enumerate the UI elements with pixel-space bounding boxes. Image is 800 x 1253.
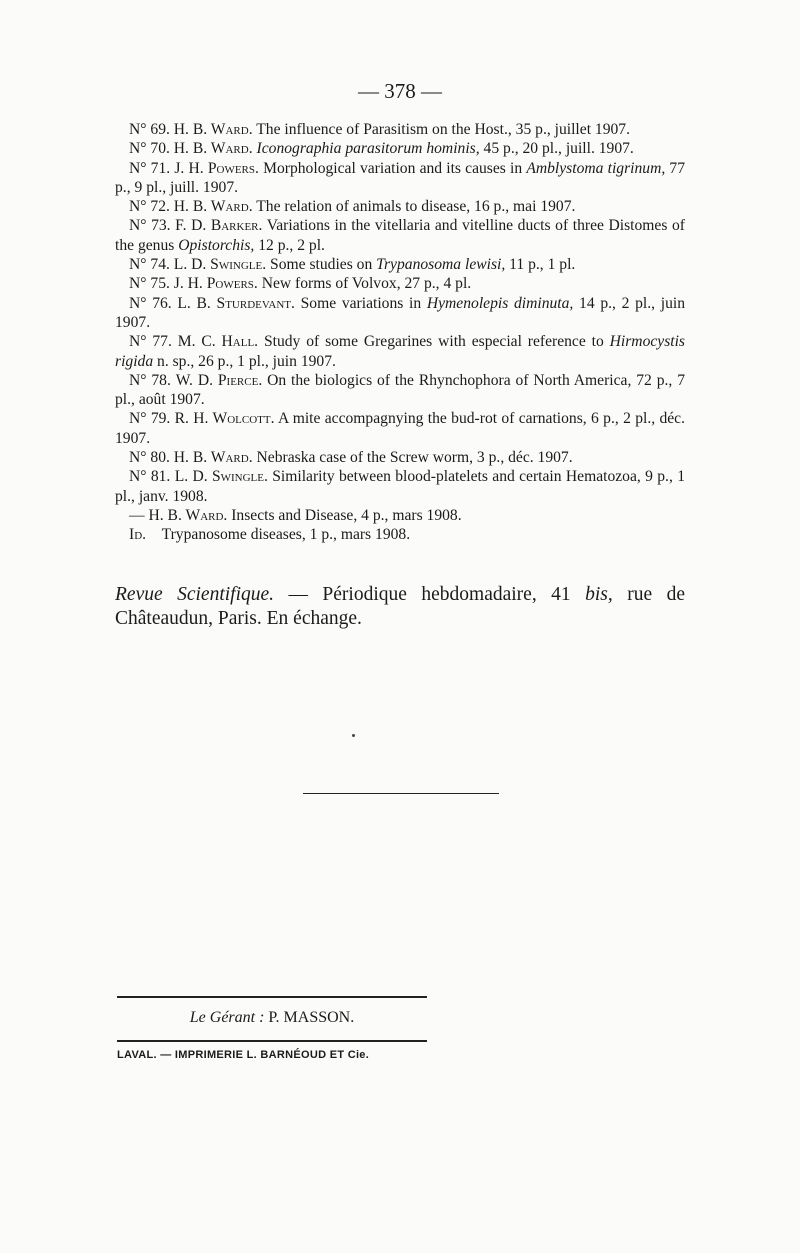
- list-item: [115, 525, 685, 544]
- entry-number: N° 78.: [129, 371, 171, 389]
- entry-number: N° 76.: [129, 294, 172, 312]
- gerant-line: [117, 1009, 427, 1027]
- entry-italic: Amblystoma tigrinum,: [526, 159, 666, 177]
- entry-title: Some studies on: [270, 256, 377, 274]
- entry-number: N° 79.: [129, 410, 171, 428]
- entry-author: R. H. Wolcott.: [174, 410, 275, 428]
- entry-author: L. D. Swingle.: [173, 256, 267, 274]
- entry-title: Nebraska case of the Screw worm, 3 p., déc. 1907.: [256, 449, 573, 467]
- gerant-label: Le Gérant :: [189, 1009, 265, 1026]
- list-item: [115, 120, 685, 139]
- entry-title: The influence of Parasitism on the Host., 35 p., juillet 1907.: [256, 121, 631, 138]
- entry-number: N° 80.: [129, 449, 170, 467]
- entry-tail: 12 p., 2 pl.: [254, 236, 325, 254]
- entry-author: H. B. Ward.: [173, 140, 253, 158]
- entry-author: J. H. Powers.: [174, 159, 259, 177]
- entry-tail: 11 p., 1 pl.: [505, 256, 576, 274]
- entry-author: F. D. Barker.: [175, 217, 263, 235]
- list-item: [115, 467, 685, 506]
- list-item: [115, 274, 685, 293]
- entry-author: Id.: [129, 526, 147, 544]
- entry-italic: Hymenolepis diminuta,: [426, 294, 574, 312]
- entry-author: L. B. Sturdevant.: [177, 294, 295, 312]
- entry-number: N° 81.: [129, 468, 171, 486]
- journal-name: Revue Scientifique.: [115, 584, 275, 605]
- entry-author: W. D. Pierce.: [175, 371, 263, 389]
- ink-speck: [352, 734, 355, 737]
- entry-italic: Opistorchis,: [178, 236, 255, 254]
- entry-author: H. B. Ward.: [173, 121, 253, 138]
- list-item: [115, 294, 685, 333]
- notice-text-1: — Périodique hebdomadaire, 41: [274, 584, 586, 605]
- entry-title: The relation of animals to disease, 16 p., mai 1907.: [256, 198, 576, 216]
- entry-italic: Iconographia parasitorum hominis,: [256, 140, 480, 158]
- entry-number: N° 77.: [129, 333, 172, 351]
- entry-title: A mite accompagnying the bud-rot of carnations, 6 p., 2 pl., déc. 1907.: [115, 410, 685, 447]
- entry-number: N° 70.: [129, 140, 170, 158]
- entry-italic: Trypanosoma lewisi,: [376, 256, 506, 274]
- list-item: [115, 197, 685, 216]
- entry-title: Insects and Disease, 4 p., mars 1908.: [231, 506, 462, 524]
- entry-title: Some variations in: [300, 294, 427, 312]
- entry-title: Study of some Gregarines with especial reference to: [263, 333, 610, 351]
- list-item: [115, 332, 685, 371]
- entry-title: On the biologics of the Rhynchophora of North America, 72 p., 7 pl., août 1907.: [115, 371, 685, 409]
- entry-title: New forms of Volvox, 27 p., 4 pl.: [261, 275, 472, 293]
- printer-imprint: LAVAL. — IMPRIMERIE L. BARNÉOUD ET Cie.: [117, 1049, 370, 1061]
- list-item: [115, 506, 685, 525]
- divider: [117, 1040, 427, 1042]
- entry-number: N° 72.: [129, 198, 170, 216]
- list-item: [115, 448, 685, 467]
- journal-notice: [115, 583, 685, 630]
- entry-number: —: [129, 506, 145, 524]
- entry-title: Morphological variation and its causes in: [263, 159, 527, 177]
- entry-title: Trypanosome diseases, 1 p., mars 1908.: [161, 526, 411, 544]
- entry-author: H. B. Ward.: [173, 198, 253, 216]
- divider: [303, 793, 499, 794]
- list-item: [115, 159, 685, 198]
- entry-author: H. B. Ward.: [173, 449, 253, 467]
- entry-author: J. H. Powers.: [173, 275, 258, 293]
- notice-bis: bis,: [585, 584, 613, 605]
- list-item: [115, 216, 685, 255]
- page-number: — 378 —: [358, 79, 442, 103]
- entry-number: N° 69.: [129, 121, 170, 138]
- entry-title: Similarity between blood-platelets and certain Hematozoa, 9 p., 1 pl., janv. 1908.: [115, 468, 685, 505]
- entry-number: N° 74.: [129, 256, 170, 274]
- notice-text-2: rue de Châteaudun, Paris. En échange.: [115, 584, 685, 629]
- list-item: [115, 371, 685, 410]
- entry-tail: n. sp., 26 p., 1 pl., juin 1907.: [153, 352, 336, 370]
- list-item: [115, 139, 685, 158]
- publication-list: [115, 120, 685, 545]
- entry-title: Variations in the vitellaria and vitelline ducts of three Distomes of the genus: [115, 217, 685, 254]
- entry-tail: 45 p., 20 pl., juill. 1907.: [479, 140, 634, 158]
- list-item: [115, 255, 685, 274]
- entry-author: H. B. Ward.: [148, 506, 228, 524]
- entry-number: N° 71.: [129, 159, 171, 177]
- entry-number: N° 73.: [129, 217, 171, 235]
- entry-italic: Hirmocystis rigida: [115, 333, 686, 370]
- entry-author: L. D. Swingle.: [174, 468, 268, 486]
- list-item: [115, 409, 685, 448]
- entry-tail: 14 p., 2 pl., juin 1907.: [115, 294, 686, 331]
- entry-author: M. C. Hall.: [177, 333, 259, 351]
- entry-number: N° 75.: [129, 275, 170, 293]
- entry-tail: 77 p., 9 pl., juill. 1907.: [115, 159, 686, 196]
- gerant-name: P. MASSON.: [268, 1009, 355, 1026]
- divider: [117, 996, 427, 998]
